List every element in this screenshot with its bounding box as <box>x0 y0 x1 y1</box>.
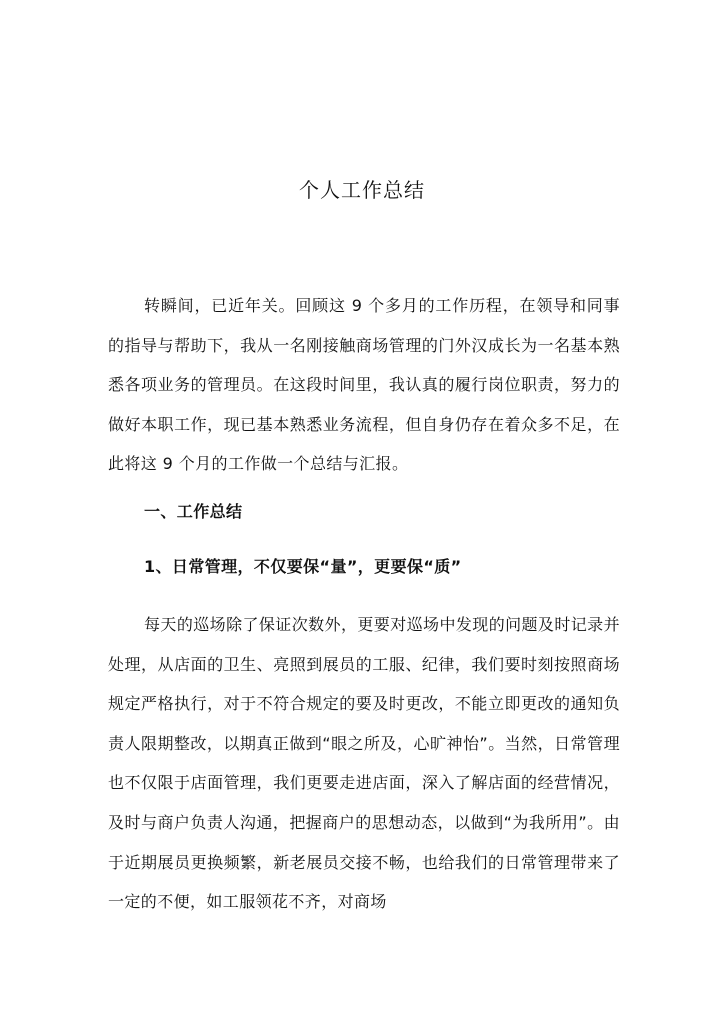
body-paragraph: 每天的巡场除了保证次数外，更要对巡场中发现的问题及时记录并处理，从店面的卫生、亮照到展员的工服、纪律，我们要时刻按照商场规定严格执行，对于不符合规定的要及时更改，不能立即更改的通知负责人限期整改，以期真正做到“眼之所及，心旷神怡”。当然，日常管理也不仅限于店面管理，我们更要走进店面，深入了解店面的经营情况，及时与商户负责人沟通，把握商户的思想动态，以做到“为我所用”。由于近期展员更换频繁，新老展员交接不畅，也给我们的日常管理带来了一定的不便，如工服领花不齐，对商场 <box>108 615 620 912</box>
document-title: 个人工作总结 <box>299 178 425 202</box>
subsection-heading: 1、日常管理，不仅要保“量”，更要保“质” <box>144 557 462 576</box>
section-heading: 一、工作总结 <box>144 502 243 521</box>
intro-paragraph: 转瞬间，已近年关。回顾这 9 个多月的工作历程，在领导和同事的指导与帮助下，我从一名刚接触商场管理的门外汉成长为一名基本熟悉各项业务的管理员。在这段时间里，我认真的履行岗位职责，努力的做好本职工作，现已基本熟悉业务流程，但自身仍存在着众多不足，在此将这 9 个月的工作做一个总结与汇报。 <box>108 296 620 474</box>
